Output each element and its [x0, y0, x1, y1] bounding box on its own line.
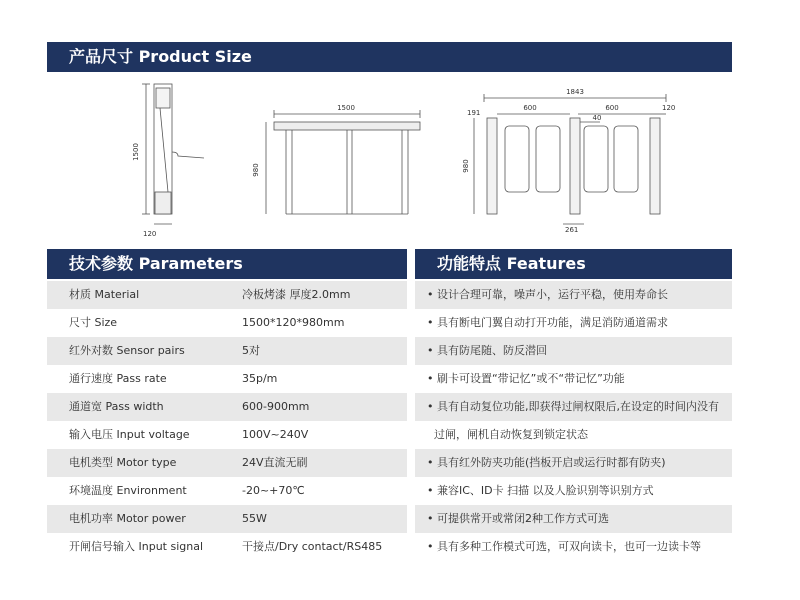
layout-left-gap: 600	[523, 104, 537, 112]
front-width-dim: 1500	[337, 104, 355, 112]
layout-total-dim: 1843	[566, 88, 584, 96]
product-size-header: 产品尺寸 Product Size	[47, 42, 732, 72]
layout-depth-dim: 261	[565, 226, 579, 234]
layout-view-drawing	[474, 94, 666, 224]
feature-item: • 刷卡可设置“带记忆”或不“带记忆”功能	[427, 372, 625, 385]
param-row: 开闸信号输入 Input signal 干接点/Dry contact/RS485	[69, 540, 383, 553]
feature-item: 过闸，闸机自动恢复到锁定状态	[427, 428, 588, 441]
side-width-dim: 120	[143, 230, 157, 238]
features-header: 功能特点 Features	[415, 249, 732, 279]
layout-height-dim: 980	[462, 159, 470, 173]
param-row: 环境温度 Environment -20~+70℃	[69, 484, 305, 497]
layout-pillar-gap: 40	[592, 114, 602, 122]
side-view-drawing	[142, 84, 204, 224]
front-height-dim: 980	[252, 163, 260, 177]
feature-item: • 可提供常开或常闭2种工作方式可选	[415, 505, 732, 533]
param-row: 通行速度 Pass rate 35p/m	[69, 372, 278, 385]
feature-item: • 设计合理可靠，噪声小，运行平稳，使用寿命长	[415, 281, 732, 309]
product-drawings	[0, 74, 800, 244]
layout-end-dim: 120	[662, 104, 676, 112]
param-row: 通道宽 Pass width 600-900mm	[47, 393, 407, 421]
param-row: 电机类型 Motor type 24V直流无刷	[47, 449, 407, 477]
feature-item: • 具有红外防夹功能(挡板开启或运行时都有防夹)	[415, 449, 732, 477]
param-row: 输入电压 Input voltage 100V~240V	[69, 428, 309, 441]
layout-top-dim: 191	[467, 109, 481, 117]
feature-item: • 具有自动复位功能,即获得过闸权限后,在设定的时间内没有	[415, 393, 732, 421]
front-view-drawing	[266, 110, 420, 214]
parameters-header: 技术参数 Parameters	[47, 249, 407, 279]
param-row: 红外对数 Sensor pairs 5对	[47, 337, 407, 365]
feature-item: • 具有断电门翼自动打开功能，满足消防通道需求	[427, 316, 668, 329]
feature-item: • 具有防尾随、防反潜回	[415, 337, 732, 365]
param-row: 电机功率 Motor power 55W	[47, 505, 407, 533]
param-row: 尺寸 Size 1500*120*980mm	[69, 316, 345, 329]
side-height-dim: 1500	[132, 143, 140, 161]
layout-right-gap: 600	[605, 104, 619, 112]
feature-item: • 具有多种工作模式可选，可双向读卡，也可一边读卡等	[427, 540, 701, 553]
feature-item: • 兼容IC、ID卡 扫描 以及人脸识别等识别方式	[427, 484, 654, 497]
param-row: 材质 Material 冷板烤漆 厚度2.0mm	[47, 281, 407, 309]
